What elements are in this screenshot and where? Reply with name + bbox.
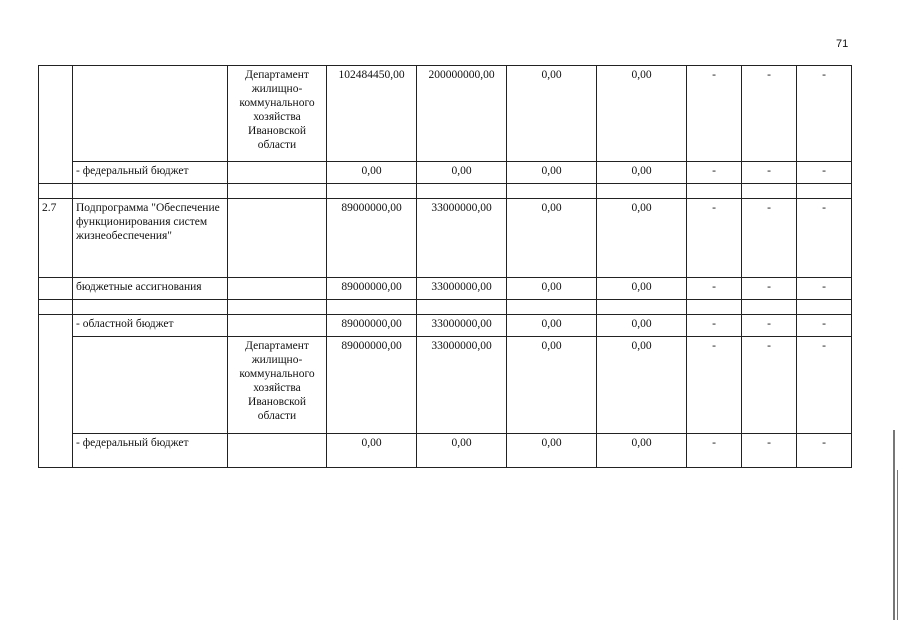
table-row — [39, 162, 852, 184]
value-cell: 33000000,00 — [417, 337, 507, 434]
dash-cell: - — [687, 199, 742, 278]
value-cell: 0,00 — [507, 278, 597, 300]
value-cell: 89000000,00 — [327, 199, 417, 278]
value-cell: 89000000,00 — [327, 337, 417, 434]
item-name-cell — [73, 337, 228, 434]
value-cell: 0,00 — [417, 434, 507, 468]
value-cell: 0,00 — [327, 162, 417, 184]
spacer-cell — [507, 184, 597, 199]
dash-cell: - — [687, 162, 742, 184]
dash-cell: - — [797, 278, 852, 300]
spacer-cell — [228, 184, 327, 199]
value-cell: 33000000,00 — [417, 199, 507, 278]
dash-cell: - — [687, 66, 742, 162]
table-row — [39, 337, 852, 434]
spacer-cell — [687, 300, 742, 315]
value-cell: 89000000,00 — [327, 315, 417, 337]
dash-cell: - — [742, 337, 797, 434]
executor-cell — [228, 162, 327, 184]
spacer-row — [39, 184, 852, 199]
scan-edge-mark — [893, 430, 895, 620]
dash-cell: - — [742, 434, 797, 468]
spacer-cell — [39, 184, 73, 199]
dash-cell: - — [797, 199, 852, 278]
dash-cell: - — [797, 337, 852, 434]
dash-cell: - — [797, 162, 852, 184]
spacer-cell — [742, 300, 797, 315]
page-number: 71 — [836, 38, 849, 50]
value-cell: 0,00 — [597, 337, 687, 434]
executor-cell: Департамент жилищно-коммунального хозяйства Ивановской области — [228, 66, 327, 162]
item-name-cell — [73, 66, 228, 162]
spacer-cell — [597, 300, 687, 315]
spacer-cell — [327, 300, 417, 315]
dash-cell: - — [742, 66, 797, 162]
value-cell: 0,00 — [417, 162, 507, 184]
dash-cell: - — [687, 337, 742, 434]
spacer-cell — [797, 300, 852, 315]
value-cell: 33000000,00 — [417, 278, 507, 300]
value-cell: 0,00 — [327, 434, 417, 468]
spacer-cell — [742, 184, 797, 199]
row-number-cell — [39, 66, 73, 184]
spacer-cell — [228, 300, 327, 315]
spacer-cell — [597, 184, 687, 199]
value-cell: 0,00 — [597, 162, 687, 184]
spacer-cell — [73, 184, 228, 199]
item-name-cell: Подпрограмма "Обеспечение функционирования систем жизнеобеспечения" — [73, 199, 228, 278]
table-row — [39, 315, 852, 337]
spacer-cell — [73, 300, 228, 315]
spacer-cell — [327, 184, 417, 199]
dash-cell: - — [742, 199, 797, 278]
dash-cell: - — [797, 315, 852, 337]
executor-cell — [228, 199, 327, 278]
value-cell: 0,00 — [507, 199, 597, 278]
item-name-cell: - федеральный бюджет — [73, 162, 228, 184]
executor-cell: Департамент жилищно-коммунального хозяйства Ивановской области — [228, 337, 327, 434]
spacer-cell — [417, 300, 507, 315]
value-cell: 0,00 — [597, 199, 687, 278]
executor-cell — [228, 315, 327, 337]
row-number-cell: 2.7 — [39, 199, 73, 278]
dash-cell: - — [687, 278, 742, 300]
table-row — [39, 66, 852, 162]
dash-cell: - — [742, 315, 797, 337]
table-row — [39, 278, 852, 300]
dash-cell: - — [687, 315, 742, 337]
spacer-cell — [417, 184, 507, 199]
executor-cell — [228, 434, 327, 468]
value-cell: 102484450,00 — [327, 66, 417, 162]
budget-table — [38, 65, 852, 468]
dash-cell: - — [687, 434, 742, 468]
value-cell: 0,00 — [597, 66, 687, 162]
row-number-cell — [39, 278, 73, 300]
table-row — [39, 434, 852, 468]
value-cell: 0,00 — [507, 434, 597, 468]
value-cell: 89000000,00 — [327, 278, 417, 300]
value-cell: 0,00 — [507, 315, 597, 337]
dash-cell: - — [742, 278, 797, 300]
value-cell: 0,00 — [507, 66, 597, 162]
value-cell: 33000000,00 — [417, 315, 507, 337]
row-number-cell — [39, 315, 73, 468]
value-cell: 0,00 — [507, 337, 597, 434]
item-name-cell: - федеральный бюджет — [73, 434, 228, 468]
spacer-row — [39, 300, 852, 315]
spacer-cell — [797, 184, 852, 199]
item-name-cell: бюджетные ассигнования — [73, 278, 228, 300]
value-cell: 200000000,00 — [417, 66, 507, 162]
spacer-cell — [687, 184, 742, 199]
dash-cell: - — [797, 66, 852, 162]
value-cell: 0,00 — [507, 162, 597, 184]
item-name-cell: - областной бюджет — [73, 315, 228, 337]
table-row — [39, 199, 852, 278]
dash-cell: - — [797, 434, 852, 468]
executor-cell — [228, 278, 327, 300]
scan-edge-mark — [897, 470, 898, 620]
dash-cell: - — [742, 162, 797, 184]
value-cell: 0,00 — [597, 434, 687, 468]
spacer-cell — [507, 300, 597, 315]
value-cell: 0,00 — [597, 278, 687, 300]
spacer-cell — [39, 300, 73, 315]
value-cell: 0,00 — [597, 315, 687, 337]
